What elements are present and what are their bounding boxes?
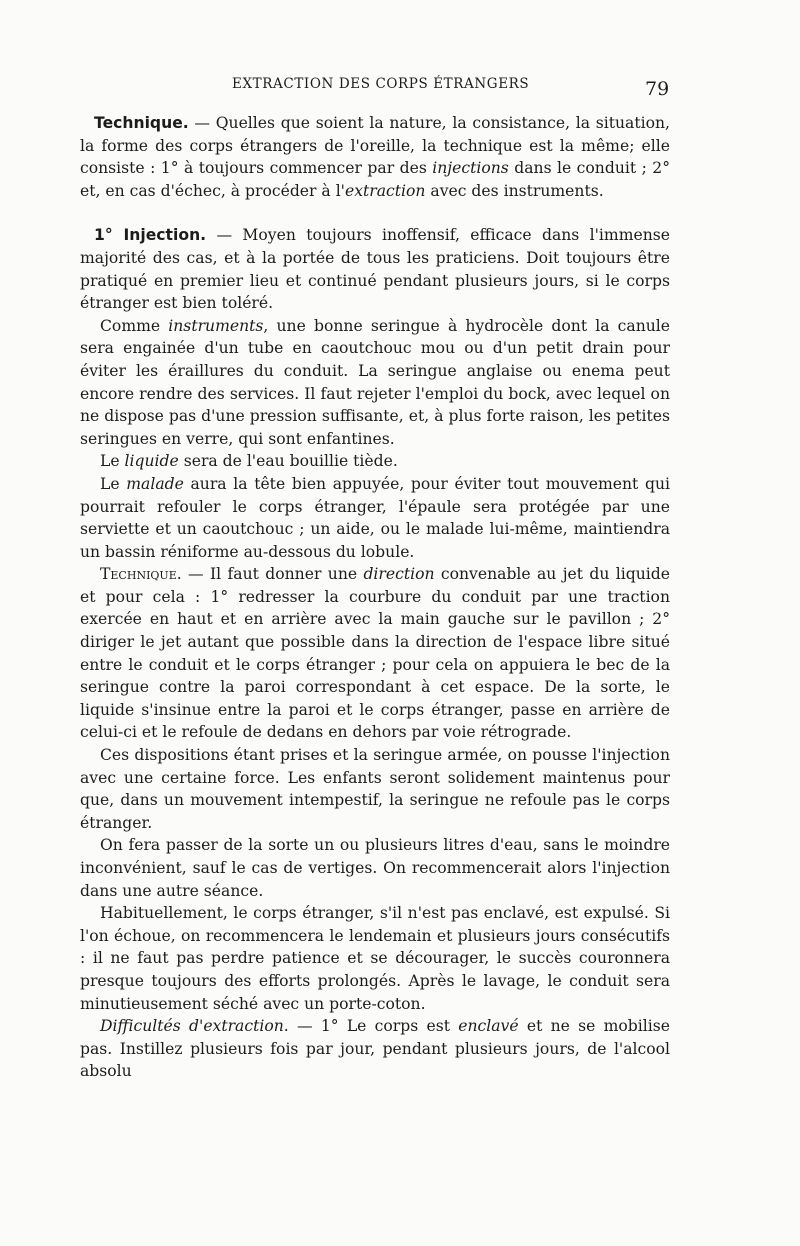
running-head: EXTRACTION DES CORPS ÉTRANGERS: [232, 76, 530, 92]
paragraph-injection: [80, 224, 670, 314]
text-run: aura la tête bien appuyée, pour éviter tout mouvement qui pourrait refouler le corps étranger, l'épaule sera protégée par une serviette et un caoutchouc ; un aide, ou le malade lui-même, maintiendra un bassin réniforme au-dessous du lobule.: [80, 474, 670, 561]
emphasis: extraction: [344, 181, 426, 200]
paragraph-habituellement: [80, 902, 670, 1015]
emphasis: malade: [126, 474, 184, 493]
text-run: convenable au jet du liquide et pour cela : 1° redresser la courbure du conduit par une traction exercée en haut et en arrière avec la main gauche sur le pavillon ; 2° diriger le jet autant que possible dans la direction de l'espace libre situé entre le conduit et le corps étranger ; pour cela on appuiera le bec de la seringue contre la paroi correspondant à cet espace. De la sorte, le liquide s'insinue entre la paroi et le corps étranger, passe en arrière de celui-ci et le refoule de dedans en dehors par voie rétrograde.: [80, 565, 670, 742]
paragraph-dispositions: [80, 744, 670, 834]
emphasis: direction: [363, 565, 435, 584]
emphasis: Difficultés d'extraction: [100, 1017, 284, 1036]
text-run: et ne se mobilise pas. Instillez plusieurs fois par jour, pendant plusieurs jours, de l'alcool absolu: [80, 1017, 670, 1081]
page-number: 79: [645, 78, 670, 100]
heading-technique: Technique.: [94, 114, 189, 132]
paragraph-malade: [80, 473, 670, 563]
text-run: — Moyen toujours inoffensif, efficace dans l'immense majorité des cas, et à la portée de tous les praticiens. Doit toujours être pratiqué en premier lieu et continué pendant plusieurs jours, si le corps étranger est bien toléré.: [80, 226, 670, 313]
text-run: avec des instruments.: [425, 181, 604, 200]
paragraph-technique-direction: [80, 563, 670, 744]
paragraph-litres: [80, 834, 670, 902]
page-header: [0, 70, 800, 100]
emphasis: injections: [432, 159, 509, 178]
emphasis: liquide: [124, 452, 179, 471]
body-text: [80, 112, 670, 1083]
text-run: Habituellement, le corps étranger, s'il n'est pas enclavé, est expulsé. Si l'on échoue, on recommencera le lendemain et plusieurs jours consécutifs : il ne faut pas perdre patience et se décourager, le succès couronnera presque toujours des efforts prolongés. Après le lavage, le conduit sera minutieusement séché avec un porte-coton.: [80, 904, 670, 1013]
heading-injection: 1° Injection.: [94, 226, 207, 245]
small-caps-heading: Technique: [100, 565, 177, 584]
paragraph-difficultes: [80, 1015, 670, 1083]
text-run: sera de l'eau bouillie tiède.: [178, 452, 398, 471]
text-run: Le: [100, 452, 125, 471]
paragraph-instruments: [80, 315, 670, 451]
emphasis: enclavé: [458, 1017, 519, 1036]
emphasis: instruments: [168, 316, 264, 335]
text-run: On fera passer de la sorte un ou plusieurs litres d'eau, sans le moindre inconvénient, sauf le cas de vertiges. On recommencerait alors l'injection dans une autre séance.: [80, 836, 670, 900]
text-run: — Quelles que soient la nature, la consistance, la situation, la forme des corps étrangers de l'oreille, la technique est la même; elle consiste : 1° à toujours commencer par des: [80, 114, 670, 178]
text-run: Le: [100, 474, 127, 493]
text-run: Comme: [100, 316, 169, 335]
text-run: . — 1° Le corps est: [283, 1017, 459, 1036]
text-run: dans le conduit ; 2° et, en cas d'échec, à procéder à l': [80, 159, 671, 200]
text-run: . — Il faut donner une: [176, 565, 364, 584]
text-run: , une bonne seringue à hydrocèle dont la canule sera engainée d'un tube en caoutchouc mou ou d'un petit drain pour éviter les éraillures du conduit. La seringue anglaise ou enema peut encore rendre des services. Il faut rejeter l'emploi du bock, avec lequel on ne dispose pas d'une pression suffisante, et, à plus forte raison, les petites seringues en verre, qui sont enfantines.: [80, 316, 671, 448]
paragraph-technique: [80, 112, 670, 202]
text-run: Ces dispositions étant prises et la seringue armée, on pousse l'injection avec une certaine force. Les enfants seront solidement maintenus pour que, dans un mouvement intempestif, la seringue ne refoule pas le corps étranger.: [80, 746, 670, 832]
paragraph-liquide: [80, 450, 670, 473]
